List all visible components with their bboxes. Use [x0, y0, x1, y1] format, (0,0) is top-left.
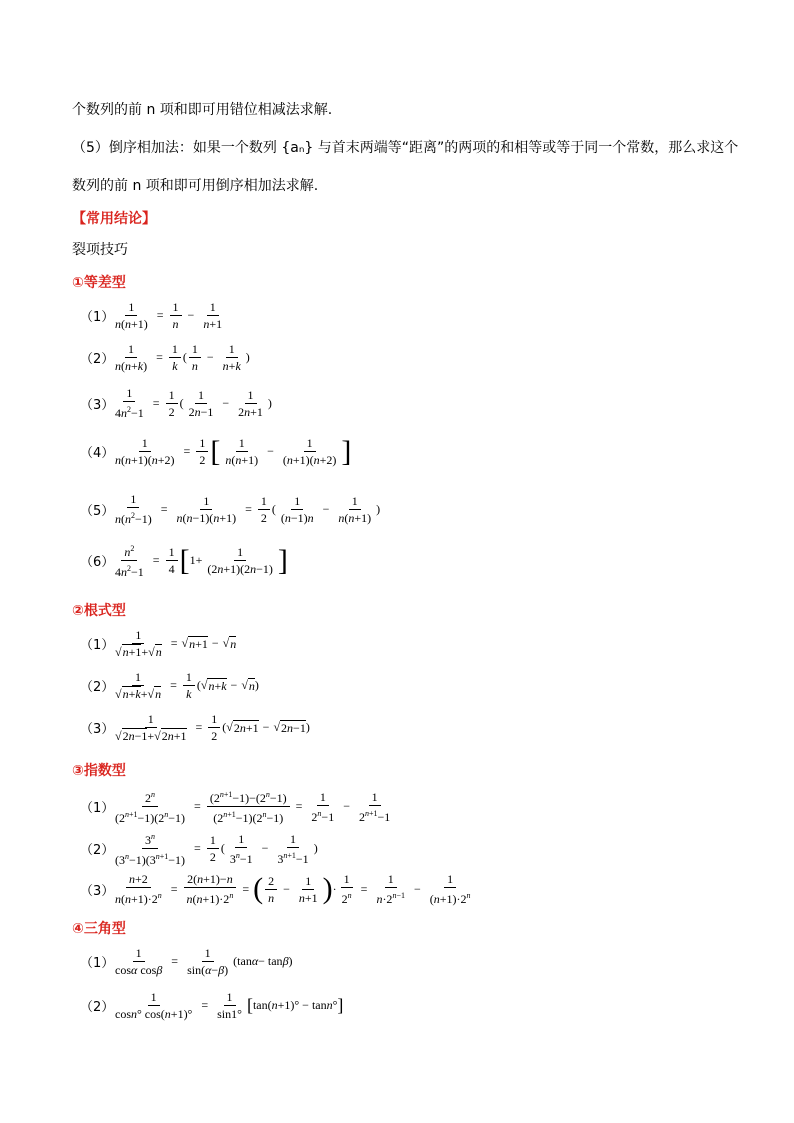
- intro-line-1: 个数列的前 n 项和即可用错位相减法求解.: [72, 102, 333, 118]
- formula-label: （3）: [80, 722, 115, 737]
- group-heading-arithmetic: ①等差型: [72, 275, 126, 291]
- formula-a5: （5） $\frac{1}{n(n^2-1)}$ = $\frac{1}{n(n-1)(n+1)}$ = $\frac{1}{2}$ ( $\frac{1}{(n-1)n}$ − $\frac{1}{n(n+1)}$ ): [80, 492, 381, 526]
- formula-b3: （3） $\frac{1}{√2n-1+√2n+1}$ = $\frac{1}{2}$ (√ 2n+1 − √ 2n−1 ): [80, 712, 310, 743]
- section-title: 【常用结论】: [72, 211, 156, 227]
- intro-line-2: （5）倒序相加法：如果一个数列 {aₙ} 与首末两端等“距离”的两项的和相等或等于同一个常数，那么求这个: [72, 140, 739, 156]
- group-heading-exponential: ③指数型: [72, 763, 126, 779]
- formula-c1: （1） $\frac{2^n}{(2^{n+1}-1)(2^n-1)}$ = $\frac{(2^{n+1}-1)-(2^n-1)}{(2^{n+1}-1)(2^n-1)}$ = $\frac{1}{2^n-1}$ − $\frac{1}{2^{n+1}-1}$: [80, 789, 391, 825]
- formula-a3: （3） $\frac{1}{4n^2-1}$ = $\frac{1}{2}$ ( $\frac{1}{2n-1}$ − $\frac{1}{2n+1}$ ): [80, 386, 272, 420]
- formula-label: （1）: [80, 638, 115, 653]
- formula-label: （5）: [80, 503, 115, 519]
- formula-c3: （3） $\frac{n+2}{n(n+1)\cdot 2^n}$ = $\frac{2(n+1)-n}{n(n+1)\cdot 2^n}$ = ( $\frac{2}{n}$ − $\frac{1}{n+1}$ ) · $\frac{1}{2^n}$ = $\frac{1}{n\cdot 2^{n-1}}$ − $\frac{1}{(n+1)\cdot 2^n}$: [80, 872, 471, 906]
- formula-label: （2）: [80, 1000, 115, 1015]
- group-heading-trig: ④三角型: [72, 921, 126, 937]
- formula-c2: （2） $\frac{3^n}{(3^n-1)(3^{n+1}-1)}$ = $\frac{1}{2}$ ( $\frac{1}{3^n-1}$ − $\frac{1}{3^{n+1}-1}$ ): [80, 831, 318, 867]
- formula-b1: （1） $\frac{1}{√n+1+√n}$ = √ n+1 − √ n: [80, 628, 237, 659]
- group-heading-radical: ②根式型: [72, 603, 126, 619]
- formula-label: （3）: [80, 397, 115, 413]
- formula-label: （2）: [80, 680, 115, 695]
- formula-label: （3）: [80, 883, 115, 899]
- formula-d2: （2） $\frac{1}{\cos n^\circ \cos(n+1)^\circ}$ = $\frac{1}{\sin 1^\circ}$ [ tan( n +1)° − tan n ° ]: [80, 990, 344, 1021]
- formula-label: （1）: [80, 310, 115, 325]
- formula-a4: （4） $\frac{1}{n(n+1)(n+2)}$ = $\frac{1}{2}$ [ $\frac{1}{n(n+1)}$ − $\frac{1}{(n+1)(n+2)}$ ]: [80, 434, 352, 468]
- formula-label: （2）: [80, 843, 115, 858]
- formula-a6: （6） $\frac{n^2}{4n^2-1}$ = $\frac{1}{4}$ [ 1+ $\frac{1}{(2n+1)(2n-1)}$ ]: [80, 543, 288, 579]
- intro-line-3: 数列的前 n 项和即可用倒序相加法求解.: [72, 178, 319, 194]
- formula-label: （4）: [80, 446, 115, 461]
- section-subtitle: 裂项技巧: [72, 242, 128, 258]
- formula-d1: （1） $\frac{1}{\text{cosα cosβ}}$ = $\frac{1}{\sin(\alpha-\beta)}$ (tan α − tan β ): [80, 946, 293, 977]
- formula-label: （1）: [80, 801, 115, 816]
- formula-label: （6）: [80, 555, 115, 570]
- formula-label: （2）: [80, 352, 115, 367]
- formula-label: （1）: [80, 956, 115, 971]
- formula-a1: （1） $\frac{1}{n(n+1)}$ = $\frac{1}{n}$ − $\frac{1}{n+1}$: [80, 300, 223, 331]
- formula-b2: （2） $\frac{1}{√n+k+√n}$ = $\frac{1}{k}$ (√ n+k − √ n ): [80, 670, 259, 701]
- formula-a2: （2） $\frac{1}{n(n+k)}$ = $\frac{1}{k}$ ( $\frac{1}{n}$ − $\frac{1}{n+k}$ ): [80, 342, 250, 373]
